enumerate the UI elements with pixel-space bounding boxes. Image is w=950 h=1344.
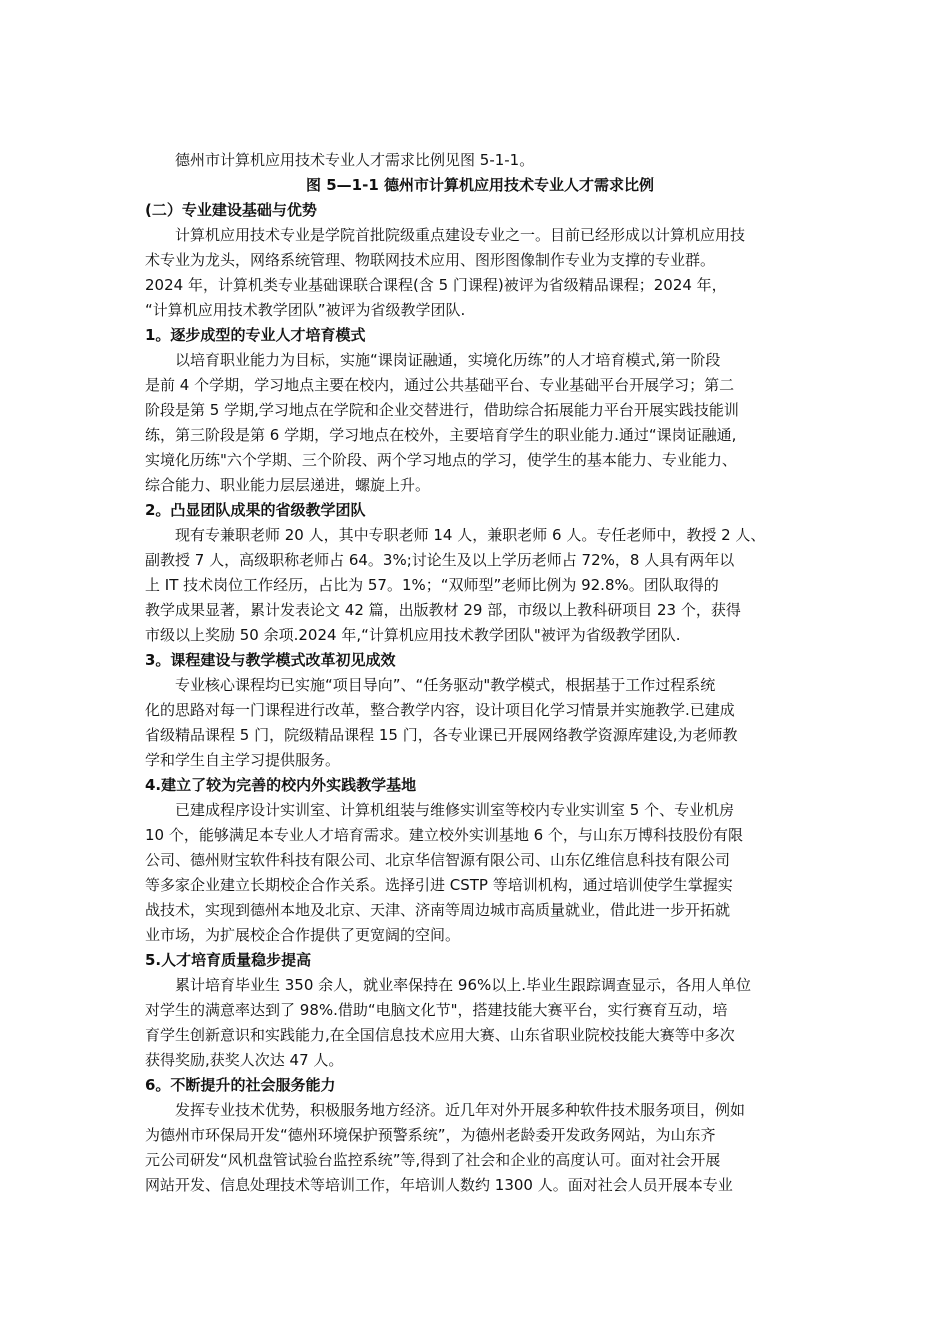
item-heading-5: 5.人才培育质量稳步提高 xyxy=(145,951,312,969)
text-line: 教学成果显著，累计发表论文 42 篇，出版教材 29 部，市级以上教科研项目 23 个，获得 xyxy=(145,601,741,619)
text-line: 10 个，能够满足本专业人才培育需求。建立校外实训基地 6 个，与山东万博科技股份有限 xyxy=(145,826,743,844)
text-line: 等多家企业建立长期校企合作关系。选择引进 CSTP 等培训机构，通过培训使学生掌握实 xyxy=(145,876,733,894)
item-paragraph-3 xyxy=(145,673,815,773)
text-line: 对学生的满意率达到了 98%.借助“电脑文化节"，搭建技能大赛平台，实行赛育互动，培 xyxy=(145,1001,728,1019)
text-line: 业市场，为扩展校企合作提供了更宽阔的空间。 xyxy=(145,926,461,944)
text-line: 育学生创新意识和实践能力,在全国信息技术应用大赛、山东省职业院校技能大赛等中多次 xyxy=(145,1026,735,1044)
item-paragraph-1 xyxy=(145,348,815,498)
text-line: 累计培育毕业生 350 余人，就业率保持在 96%以上.毕业生跟踪调查显示，各用人单位 xyxy=(175,976,752,994)
text-line: 网站开发、信息处理技术等培训工作，年培训人数约 1300 人。面对社会人员开展本专业 xyxy=(145,1176,733,1194)
text-line: 发挥专业技术优势，积极服务地方经济。近几年对外开展多种软件技术服务项目，例如 xyxy=(175,1101,746,1119)
item-paragraph-5 xyxy=(145,973,815,1073)
text-line: 练，第三阶段是第 6 学期，学习地点在校外，主要培育学生的职业能力.通过“课岗证融通, xyxy=(145,426,737,444)
text-line: 以培育职业能力为目标，实施“课岗证融通，实境化历练”的人才培育模式,第一阶段 xyxy=(175,351,721,369)
section-title: (二）专业建设基础与优势 xyxy=(145,201,317,219)
text-line: 专业核心课程均已实施“项目导向”、“任务驱动"教学模式，根据基于工作过程系统 xyxy=(175,676,716,694)
item-heading-3: 3。课程建设与教学模式改革初见成效 xyxy=(145,651,396,669)
text-line: 获得奖励,获奖人次达 47 人。 xyxy=(145,1051,344,1069)
text-line: 术专业为龙头，网络系统管理、物联网技术应用、图形图像制作专业为支撑的专业群。 xyxy=(145,251,716,269)
text-line: 元公司研发“风机盘管试验台监控系统”等,得到了社会和企业的高度认可。面对社会开展 xyxy=(145,1151,721,1169)
document-page xyxy=(145,148,815,1198)
section-paragraph xyxy=(145,223,815,323)
text-line: “计算机应用技术教学团队”被评为省级教学团队. xyxy=(145,301,466,319)
item-heading-6: 6。不断提升的社会服务能力 xyxy=(145,1076,336,1094)
item-paragraph-6 xyxy=(145,1098,815,1198)
text-line: 副教授 7 人，高级职称老师占 64。3%;讨论生及以上学历老师占 72%，8 人具有两年以 xyxy=(145,551,735,569)
figure-caption: 图 5—1-1 德州市计算机应用技术专业人才需求比例 xyxy=(306,176,654,194)
item-heading-1: 1。逐步成型的专业人才培育模式 xyxy=(145,326,366,344)
text-line: 为德州市环保局开发“德州环境保护预警系统”，为德州老龄委开发政务网站，为山东齐 xyxy=(145,1126,716,1144)
text-line: 2024 年，计算机类专业基础课联合课程(含 5 门课程)被评为省级精品课程；2024 年， xyxy=(145,276,727,294)
text-line: 综合能力、职业能力层层递进，螺旋上升。 xyxy=(145,476,431,494)
text-line: 市级以上奖励 50 余项.2024 年,“计算机应用技术教学团队"被评为省级教学团队. xyxy=(145,626,681,644)
text-line: 现有专兼职老师 20 人，其中专职老师 14 人，兼职老师 6 人。专任老师中，教授 2 人、 xyxy=(175,526,766,544)
text-line: 是前 4 个学期，学习地点主要在校内，通过公共基础平台、专业基础平台开展学习；第二 xyxy=(145,376,735,394)
text-line: 计算机应用技术专业是学院首批院级重点建设专业之一。目前已经形成以计算机应用技 xyxy=(175,226,746,244)
text-line: 战技术，实现到德州本地及北京、天津、济南等周边城市高质量就业，借此进一步开拓就 xyxy=(145,901,731,919)
text-line: 已建成程序设计实训室、计算机组装与维修实训室等校内专业实训室 5 个、专业机房 xyxy=(175,801,735,819)
text-line: 阶段是第 5 学期,学习地点在学院和企业交替进行，借助综合拓展能力平台开展实践技能训 xyxy=(145,401,739,419)
item-heading-2: 2。凸显团队成果的省级教学团队 xyxy=(145,501,366,519)
text-line: 化的思路对每一门课程进行改革，整合教学内容，设计项目化学习情景并实施教学.已建成 xyxy=(145,701,735,719)
text-line: 学和学生自主学习提供服务。 xyxy=(145,751,341,769)
item-heading-4: 4.建立了较为完善的校内外实践教学基地 xyxy=(145,776,417,794)
item-paragraph-2 xyxy=(145,523,815,648)
text-line: 公司、德州财宝软件科技有限公司、北京华信智源有限公司、山东亿维信息科技有限公司 xyxy=(145,851,731,869)
item-paragraph-4 xyxy=(145,798,815,948)
text-line: 省级精品课程 5 门，院级精品课程 15 门，各专业课已开展网络教学资源库建设,为老师教 xyxy=(145,726,738,744)
intro-paragraph: 德州市计算机应用技术专业人才需求比例见图 5-1-1。 xyxy=(175,151,535,169)
text-line: 实境化历练"六个学期、三个阶段、两个学习地点的学习，使学生的基本能力、专业能力、 xyxy=(145,451,737,469)
text-line: 上 IT 技术岗位工作经历，占比为 57。1%；“双师型”老师比例为 92.8%。团队取得的 xyxy=(145,576,719,594)
